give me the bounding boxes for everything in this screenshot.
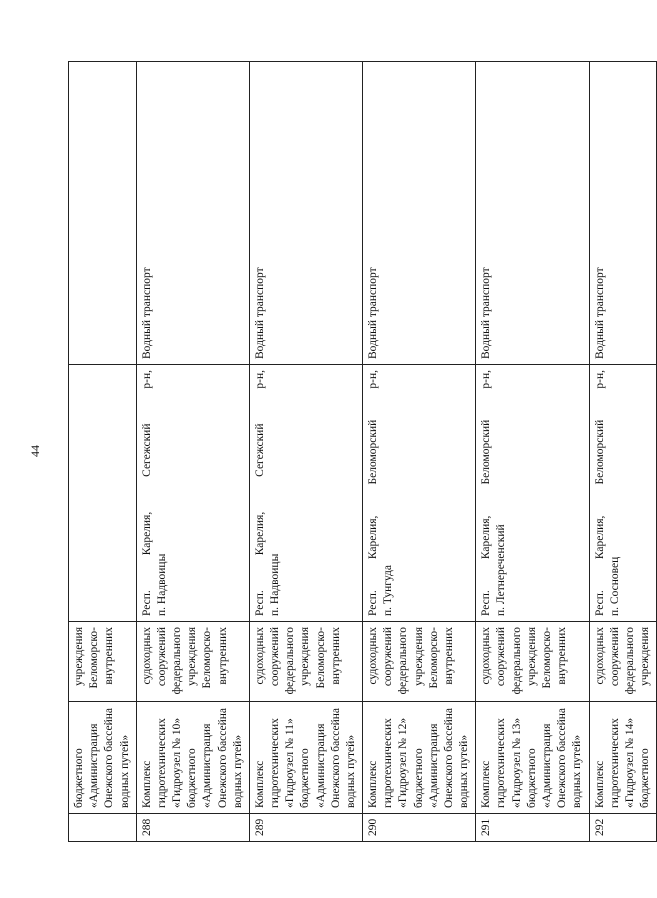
object-name-line: Онежского бассейна bbox=[442, 707, 455, 808]
object-type-line: судоходных bbox=[593, 627, 606, 685]
object-type-cell bbox=[249, 622, 362, 702]
object-name-line: бюджетного bbox=[299, 748, 312, 808]
category-cell: Водный транспорт bbox=[363, 62, 476, 365]
object-type-line: учреждения bbox=[412, 627, 425, 686]
object-name-line: «Администрация bbox=[314, 723, 327, 808]
object-type-cell bbox=[69, 622, 137, 702]
object-type-line: учреждения bbox=[186, 627, 199, 686]
object-type-line: внутренних bbox=[103, 627, 116, 685]
category-cell: Водный транспорт bbox=[476, 62, 589, 365]
category-cell: Водный транспорт bbox=[249, 62, 362, 365]
object-name-line: «Администрация bbox=[427, 723, 440, 808]
address-line: п. Сосновец bbox=[608, 556, 621, 616]
object-type-cell bbox=[476, 622, 589, 702]
object-name-line: гидротехнических bbox=[608, 718, 621, 808]
object-name-line: «Гидроузел № 11» bbox=[284, 718, 297, 808]
object-name-line: гидротехнических bbox=[269, 718, 282, 808]
object-type-line: федерального bbox=[623, 627, 636, 695]
object-name-line: гидротехнических bbox=[155, 718, 168, 808]
object-type-line: внутренних bbox=[216, 627, 229, 685]
object-name-cell bbox=[136, 702, 249, 814]
object-name-line: водных путей» bbox=[458, 734, 471, 808]
object-type-line: федерального bbox=[510, 627, 523, 695]
object-name-line: водных путей» bbox=[571, 734, 584, 808]
objects-table bbox=[68, 61, 657, 842]
object-type-line: федерального bbox=[397, 627, 410, 695]
object-type-line: сооружений bbox=[608, 627, 621, 687]
object-name-line: водных путей» bbox=[344, 734, 357, 808]
object-type-line: внутренних bbox=[442, 627, 455, 685]
address-line: Респ. Карелия, Сегежский р-н, bbox=[140, 370, 153, 616]
object-type-cell bbox=[589, 622, 657, 702]
row-number: 290 bbox=[363, 814, 476, 842]
address-line: Респ. Карелия, Беломорский р-н, bbox=[480, 370, 493, 616]
object-type-line: учреждения bbox=[299, 627, 312, 686]
object-name-line: Онежского бассейна bbox=[556, 707, 569, 808]
object-type-cell bbox=[136, 622, 249, 702]
object-type-line: Беломорско- bbox=[201, 627, 214, 689]
row-number: 288 bbox=[136, 814, 249, 842]
address-cell bbox=[589, 365, 657, 622]
object-name-line: водных путей» bbox=[118, 734, 131, 808]
row-number bbox=[69, 814, 137, 842]
object-name-line: водных путей» bbox=[231, 734, 244, 808]
category-cell: Водный транспорт bbox=[136, 62, 249, 365]
object-name-cell bbox=[589, 702, 657, 814]
object-name-line: «Гидроузел № 12» bbox=[397, 717, 410, 808]
object-type-line: сооружений bbox=[269, 627, 282, 687]
object-name-line: Комплекс bbox=[367, 760, 380, 808]
table-row bbox=[69, 62, 137, 842]
table-row bbox=[363, 62, 476, 842]
address-line: п. Надвоицы bbox=[155, 553, 168, 616]
category-cell: Водный транспорт bbox=[589, 62, 657, 365]
object-type-line: судоходных bbox=[140, 627, 153, 685]
object-name-line: Онежского бассейна bbox=[103, 707, 116, 808]
object-name-cell bbox=[476, 702, 589, 814]
object-name-line: «Гидроузел № 13» bbox=[510, 717, 523, 808]
object-name-line: Онежского бассейна bbox=[329, 707, 342, 808]
object-type-line: сооружений bbox=[155, 627, 168, 687]
object-type-line: Беломорско- bbox=[88, 627, 101, 689]
object-type-line: Беломорско- bbox=[540, 627, 553, 689]
object-type-line: Беломорско- bbox=[427, 627, 440, 689]
object-type-line: сооружений bbox=[495, 627, 508, 687]
row-number: 292 bbox=[589, 814, 657, 842]
address-line: п. Летнереченский bbox=[495, 524, 508, 616]
object-type-cell bbox=[363, 622, 476, 702]
object-name-line: Комплекс bbox=[480, 760, 493, 808]
row-number: 291 bbox=[476, 814, 589, 842]
object-type-line: учреждения bbox=[639, 627, 652, 686]
object-name-line: Комплекс bbox=[253, 760, 266, 808]
address-line: п. Надвоицы bbox=[269, 553, 282, 616]
object-type-line: учреждения bbox=[525, 627, 538, 686]
rotated-table-wrapper bbox=[68, 62, 652, 842]
object-name-cell bbox=[363, 702, 476, 814]
table-row bbox=[589, 62, 657, 842]
object-name-line: бюджетного bbox=[186, 748, 199, 808]
address-line: Респ. Карелия, Беломорский р-н, bbox=[593, 370, 606, 616]
object-name-line: «Администрация bbox=[88, 723, 101, 808]
object-name-line: бюджетного bbox=[73, 748, 85, 808]
object-type-line: федерального bbox=[171, 627, 184, 695]
address-line: Респ. Карелия, Беломорский р-н, bbox=[367, 370, 380, 616]
table-row bbox=[249, 62, 362, 842]
table-row bbox=[476, 62, 589, 842]
object-type-line: внутренних bbox=[329, 627, 342, 685]
object-name-line: Комплекс bbox=[593, 760, 606, 808]
object-name-line: «Гидроузел № 14» bbox=[623, 717, 636, 808]
object-name-line: гидротехнических bbox=[495, 718, 508, 808]
object-name-line: «Администрация bbox=[201, 723, 214, 808]
address-line: Респ. Карелия, Сегежский р-н, bbox=[253, 370, 266, 616]
object-name-line: гидротехнических bbox=[382, 718, 395, 808]
object-name-line: Онежского бассейна bbox=[216, 707, 229, 808]
object-name-line: «Администрация bbox=[540, 723, 553, 808]
object-type-line: судоходных bbox=[253, 627, 266, 685]
object-type-line: Беломорско- bbox=[314, 627, 327, 689]
object-type-line: внутренних bbox=[556, 627, 569, 685]
object-name-line: Комплекс bbox=[140, 760, 153, 808]
row-number: 289 bbox=[249, 814, 362, 842]
object-type-line: учреждения bbox=[73, 627, 85, 686]
object-name-cell bbox=[69, 702, 137, 814]
address-cell bbox=[363, 365, 476, 622]
object-name-line: бюджетного bbox=[639, 748, 652, 808]
object-name-line: бюджетного bbox=[525, 748, 538, 808]
table-row bbox=[136, 62, 249, 842]
address-cell bbox=[249, 365, 362, 622]
address-line: п. Тунгуда bbox=[382, 565, 395, 616]
object-type-line: сооружений bbox=[382, 627, 395, 687]
object-name-line: бюджетного bbox=[412, 748, 425, 808]
object-type-line: судоходных bbox=[480, 627, 493, 685]
object-name-line: «Гидроузел № 10» bbox=[171, 717, 184, 808]
object-type-line: судоходных bbox=[367, 627, 380, 685]
object-name-cell bbox=[249, 702, 362, 814]
category-cell bbox=[69, 62, 137, 365]
object-type-line: федерального bbox=[284, 627, 297, 695]
address-cell bbox=[69, 365, 137, 622]
address-cell bbox=[476, 365, 589, 622]
page-number: 44 bbox=[28, 445, 42, 457]
address-cell bbox=[136, 365, 249, 622]
